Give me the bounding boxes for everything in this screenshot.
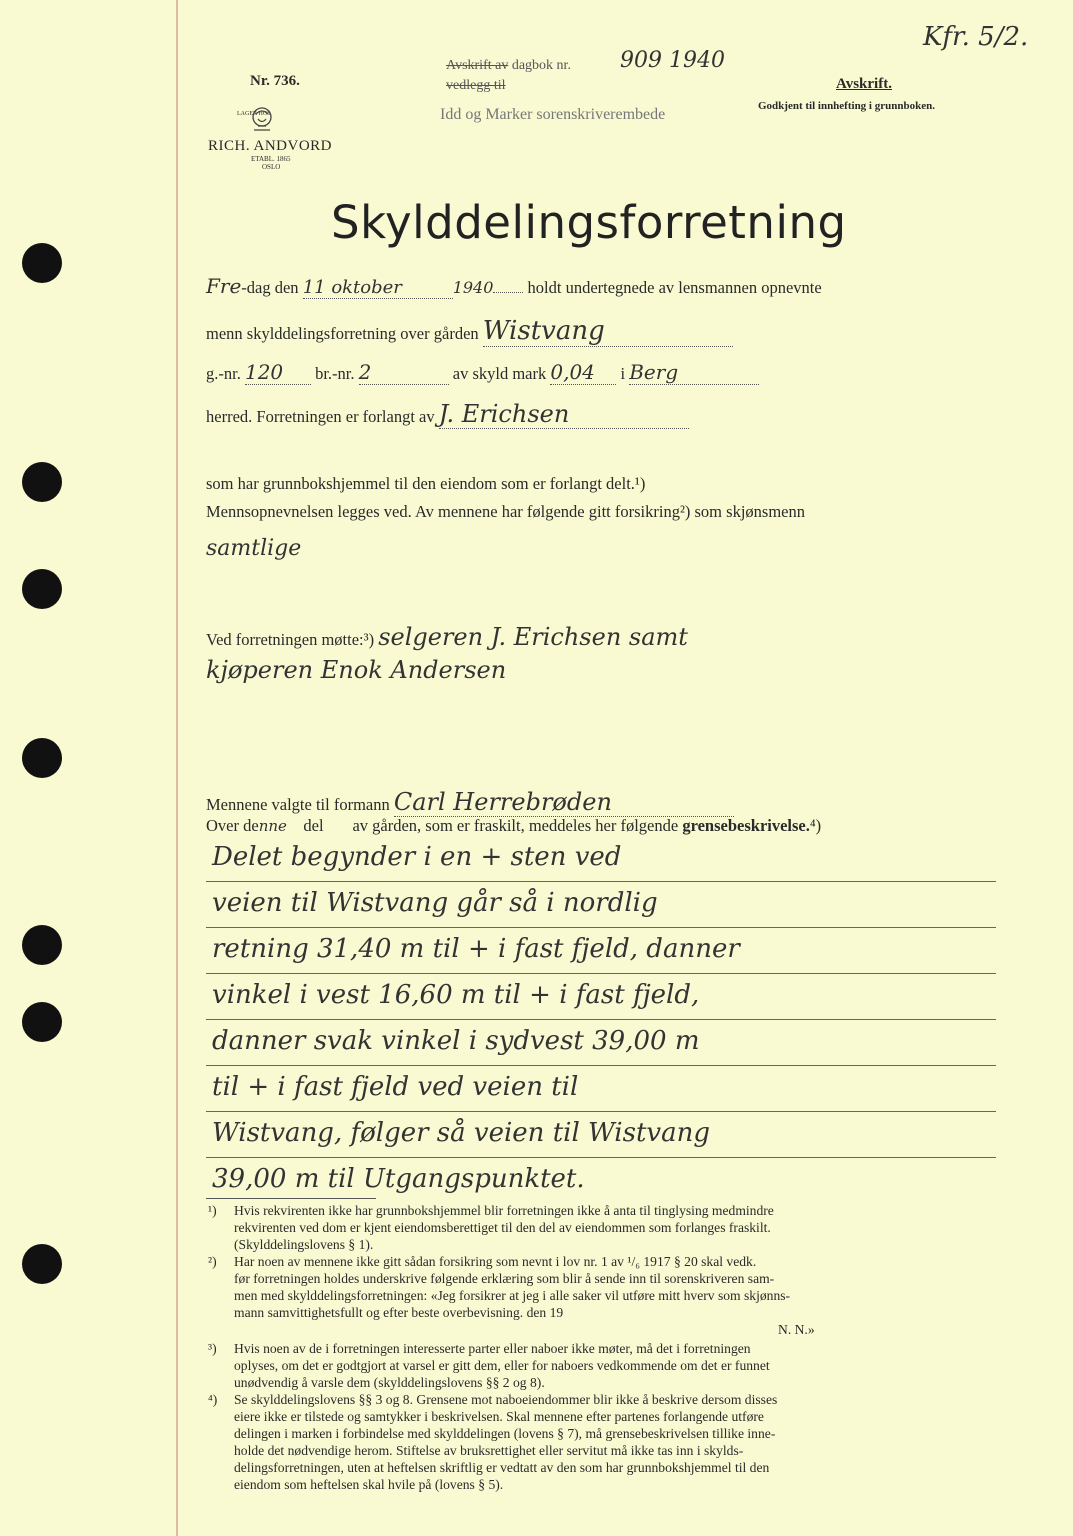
footnote-divider bbox=[206, 1198, 376, 1199]
boundary-line: veien til Wistvang går så i nordlig bbox=[212, 888, 658, 918]
footnote-line: eiere ikke er tilstede og samtykker i beskrivelsen. Skal mennene efter partenes forlangende utføre bbox=[234, 1409, 764, 1424]
witnesses-handwritten: samtlige bbox=[206, 536, 302, 561]
boundary-line: Delet begynder i en + sten ved bbox=[212, 842, 622, 872]
footnote-3: ³) Hvis noen av de i forretningen interesserte parter eller naboer ikke møter, må det i forretningen bbox=[208, 1341, 751, 1356]
court-stamp: Idd og Marker sorenskriverembede bbox=[440, 106, 666, 123]
footnote-line: unødvendig å varsle dem (skylddelingslovens §§ 2 og 8). bbox=[234, 1375, 545, 1390]
gnr-handwritten: 120 bbox=[245, 360, 311, 385]
chairman-handwritten: Carl Herrebrøden bbox=[394, 788, 734, 817]
punch-hole bbox=[22, 925, 62, 965]
date-handwritten: 11 oktober bbox=[303, 277, 453, 299]
attendees-handwritten: selgeren J. Erichsen samt bbox=[378, 623, 688, 651]
boundary-line: Wistvang, følger så veien til Wistvang bbox=[212, 1118, 710, 1148]
body-line-1: Fre-dag den 11 oktober 1940 holdt undertegnede av lensmannen opnevnte bbox=[206, 274, 822, 298]
godkjent-note: Godkjent til innhefting i grunnboken. bbox=[758, 100, 935, 112]
attendees-handwritten-2: kjøperen Enok Andersen bbox=[206, 656, 507, 684]
footnote-line: holde det nødvendige herom. Stiftelse av bruksrettighet eller servitut må ikke tas inn i skylds- bbox=[234, 1443, 744, 1458]
grensebeskrivelse-label: grensebeskrivelse. bbox=[682, 816, 810, 835]
publisher-name: RICH. ANDVORD bbox=[208, 138, 333, 154]
footnote-line: før forretningen holdes underskrive følgende erklæring som blir å sende inn til sorenskriveren sam- bbox=[234, 1271, 775, 1286]
requester-handwritten: J. Erichsen bbox=[439, 400, 689, 429]
footnote-4: ⁴) Se skylddelingslovens §§ 3 og 8. Grensene mot naboeiendommer blir ikke å beskrive dersom disses bbox=[208, 1392, 778, 1407]
footnote-line: rekvirenten ved dom er kjent eiendomsberettiget til den del av eiendommen som forlanges fraskilt. bbox=[234, 1220, 771, 1235]
farm-name-handwritten: Wistvang bbox=[483, 316, 733, 347]
publisher-established: ETABL. 1865 bbox=[251, 155, 291, 163]
punch-hole bbox=[22, 243, 62, 283]
year-value: 1940 bbox=[452, 278, 494, 297]
body-line-5: som har grunnbokshjemmel til den eiendom som er forlangt delt.¹) bbox=[206, 474, 646, 493]
body-line-2: menn skylddelingsforretning over gården Wistvang bbox=[206, 316, 733, 347]
bnr-handwritten: 2 bbox=[359, 360, 449, 385]
corner-note-handwritten: Kfr. 5/2. bbox=[923, 22, 1029, 52]
footnote-line: oplyses, om det er godtgjort at varsel er gitt dem, eller for naboers vedkommende om det er funnet bbox=[234, 1358, 770, 1373]
body-line-10: Mennene valgte til formann Carl Herrebrøden bbox=[206, 788, 734, 817]
publisher-small: LAGER HOS bbox=[237, 111, 271, 117]
footnote-line: mann samvittighetsfullt og efter beste overbevisning. den 19 bbox=[234, 1305, 564, 1320]
footnote-1: ¹) Hvis rekvirenten ikke har grunnbokshjemmel blir forretningen ikke å anta til tinglysing medmindre bbox=[208, 1203, 774, 1218]
page-title: Skylddelingsforretning bbox=[331, 196, 847, 249]
body-line-4: herred. Forretningen er forlangt av J. Erichsen bbox=[206, 400, 689, 429]
mark-value-handwritten: 0,04 bbox=[550, 360, 616, 385]
punch-hole bbox=[22, 738, 62, 778]
boundary-line: 39,00 m til Utgangspunktet. bbox=[212, 1164, 585, 1194]
publisher-logo bbox=[240, 104, 284, 138]
boundary-line: danner svak vinkel i sydvest 39,00 m bbox=[212, 1026, 700, 1056]
publisher-city: OSLO bbox=[262, 163, 281, 171]
footnote-line: (Skylddelingslovens § 1). bbox=[234, 1237, 374, 1252]
body-line-3: g.-nr. 120 br.-nr. 2 av skyld mark 0,04 i Berg bbox=[206, 360, 759, 385]
body-line-11: Over denne del av gården, som er fraskilt, meddeles her følgende grensebeskrivelse.⁴) bbox=[206, 816, 822, 835]
form-number: Nr. 736. bbox=[250, 73, 300, 89]
avskrift-label: Avskrift. bbox=[836, 76, 892, 92]
boundary-line: retning 31,40 m til + i fast fjeld, danner bbox=[212, 934, 740, 964]
footnote-line: delingen i marken i forbindelse med skylddelingen (lovens § 7), må grensebeskrivelsen tillike inne- bbox=[234, 1426, 776, 1441]
punch-hole bbox=[22, 462, 62, 502]
footnote-line: eiendom som heftelsen skal hvile på (lovens § 5). bbox=[234, 1477, 504, 1492]
footnote-line: men med skylddelingsforretningen: «Jeg forsikrer at jeg i alle saker vil utføre mitt hverv som skjønns- bbox=[234, 1288, 791, 1303]
punch-hole bbox=[22, 1002, 62, 1042]
footnote-2: ²) Har noen av mennene ikke gitt sådan forsikring som nevnt i lov nr. 1 av ¹/₆ 1917 § 20 skal vedk. bbox=[208, 1254, 757, 1269]
punch-hole bbox=[22, 1244, 62, 1284]
weekday-handwritten: Fre bbox=[206, 274, 242, 298]
stamp-line-1 bbox=[446, 58, 571, 74]
municipality-handwritten: Berg bbox=[629, 360, 759, 385]
footnote-line: delingsforretningen, uten at heftelsen skriftlig er vedtatt av den som har grunnbokshjemmel til den bbox=[234, 1460, 770, 1475]
body-line-8: Ved forretningen møtte:³) selgeren J. Erichsen samt bbox=[206, 623, 688, 651]
punch-hole bbox=[22, 569, 62, 609]
journal-number-handwritten: 909 1940 bbox=[620, 48, 725, 73]
stamp-line-2: vedlegg til bbox=[446, 78, 506, 93]
footnote-signature: N. N.» bbox=[778, 1322, 815, 1337]
stamp-struck-text: Avskrift av bbox=[446, 58, 509, 73]
boundary-line: til + i fast fjeld ved veien til bbox=[212, 1072, 579, 1102]
boundary-line: vinkel i vest 16,60 m til + i fast fjeld, bbox=[212, 980, 700, 1010]
margin-rule bbox=[176, 0, 178, 1536]
body-line-6: Mennsopnevnelsen legges ved. Av mennene har følgende gitt forsikring²) som skjønsmenn bbox=[206, 502, 805, 521]
stamp-dagbok-label: dagbok nr. bbox=[511, 58, 571, 73]
